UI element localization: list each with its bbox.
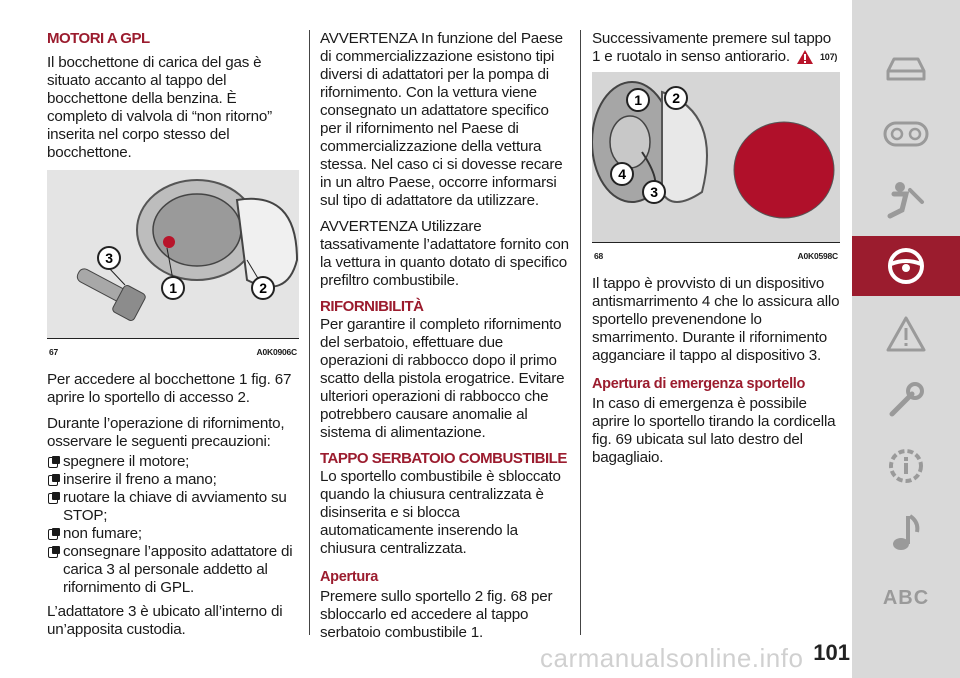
fuel-cap-illustration (592, 72, 840, 242)
figure-68 (592, 72, 840, 265)
callout-2 (665, 87, 687, 109)
sidebar-item-car[interactable] (852, 38, 960, 98)
sidebar-item-warnings[interactable] (852, 304, 960, 364)
chapter-sidebar (852, 0, 960, 678)
sidebar-item-driving[interactable] (852, 236, 960, 296)
section-heading-refuelling: RIFORNIBILITÀ (320, 298, 424, 315)
paragraph: Durante l’operazione di rifornimento, osservare le seguenti precauzioni: (47, 415, 285, 450)
figure-number: 68 (594, 251, 604, 262)
list-item: consegnare l’apposito adattatore di carica 3 al personale addetto al rifornimento di GPL. (47, 543, 299, 597)
seat-safety-icon (886, 180, 926, 220)
wrench-icon (886, 380, 926, 420)
svg-text:4: 4 (618, 166, 626, 183)
figure-code: A0K0906C (256, 347, 297, 357)
subheading-opening: Apertura (320, 569, 379, 585)
section-heading-fuel-cap: TAPPO SERBATOIO COMBUSTIBILE (320, 450, 567, 467)
paragraph: Lo sportello combustibile è sbloccato quando la chiusura centralizzata è disinserita e si blocca automaticamente inserendo la chiusura centralizzata. (320, 468, 561, 557)
car-icon (884, 53, 928, 83)
paragraph: Il tappo è provvisto di un dispositivo antismarrimento 4 che lo assicura allo sportello prevenendone lo smarrimento. Durante il rifornimento agganciare il tappo al dispositivo 3. (592, 275, 840, 365)
page-number: 101 (813, 640, 850, 665)
figure-67 (47, 170, 299, 361)
sidebar-item-multimedia[interactable] (852, 502, 960, 562)
subheading-emergency-opening: Apertura di emergenza sportello (592, 376, 806, 393)
paragraph: Successivamente premere sul tappo 1 e ruotalo in senso antiorario. 107) (592, 30, 838, 66)
sidebar-item-safety[interactable] (852, 170, 960, 230)
figure-number: 67 (49, 347, 59, 357)
paragraph: AVVERTENZA In funzione del Paese di commercializzazione esistono tipi diversi di adattatori per la pompa di rifornimento. Con la vettura viene consegnato un adattatore specifico per il rifornimento nel Paese di commercializzazione della vettura stessa. Nel caso ci si dovesse recare in un altro Paese, occorre informarsi sul tipo di adattatore da utilizzare. (320, 30, 563, 209)
paragraph: L’adattatore 3 è ubicato all’interno di un’apposita custodia. (47, 603, 283, 638)
figure-code: A0K0598C (797, 251, 838, 262)
warning-icon (796, 49, 814, 65)
column-1 (47, 30, 299, 647)
callout-2 (252, 277, 274, 299)
callout-3 (643, 181, 665, 203)
sidebar-item-technical-data[interactable] (852, 436, 960, 496)
sidebar-item-index[interactable] (852, 568, 960, 628)
callout-3 (98, 247, 120, 269)
callout-4 (611, 163, 633, 185)
column-divider (309, 30, 310, 635)
callout-1 (162, 277, 184, 299)
list-item: inserire il freno a mano; (47, 471, 299, 489)
sidebar-item-maintenance[interactable] (852, 370, 960, 430)
list-item: spegnere il motore; (47, 453, 299, 471)
paragraph: Per accedere al bocchettone 1 fig. 67 aprire lo sportello di accesso 2. (47, 371, 292, 406)
paragraph: Per garantire il completo rifornimento del serbatoio, effettuare due operazioni di rabbocco dopo il primo scatto della pistola erogatrice. Evitare ulteriori operazioni di rabbocco che potrebbero causare anomalie al sistema di alimentazione. (320, 316, 565, 441)
section-heading-lpg: MOTORI A GPL (47, 30, 150, 47)
figure-caption (592, 242, 840, 265)
svg-text:2: 2 (672, 90, 680, 107)
svg-text:3: 3 (105, 250, 113, 266)
index-label: ABC (882, 586, 930, 609)
warning-triangle-icon (885, 315, 927, 353)
paragraph: Premere sullo sportello 2 fig. 68 per sbloccarlo ed accedere al tappo serbatoio combustibile 1. (320, 588, 553, 641)
paragraph: In caso di emergenza è possibile aprire lo sportello tirando la cordicella fig. 69 ubicata sul lato destro del bagagliaio. (592, 395, 836, 467)
column-3 (592, 30, 842, 475)
warning-reference: 107) (819, 52, 838, 62)
info-gear-icon (886, 446, 926, 486)
steering-wheel-icon (886, 246, 926, 286)
list-item: non fumare; (47, 525, 299, 543)
paragraph: Il bocchettone di carica del gas è situato accanto al tappo del bocchettone della benzina. È completo di valvola di “non ritorno” inserita nel corpo stesso del bocchettone. (47, 54, 272, 161)
svg-text:1: 1 (169, 280, 177, 296)
figure-caption (47, 338, 299, 361)
music-note-icon (891, 512, 921, 552)
svg-text:3: 3 (650, 184, 658, 201)
svg-text:1: 1 (634, 92, 642, 109)
list-item: ruotare la chiave di avviamento su STOP; (47, 489, 299, 525)
callout-1 (627, 89, 649, 111)
paragraph: AVVERTENZA Utilizzare tassativamente l’adattatore fornito con la vettura in quanto dotato di specifico prefiltro combustibile. (320, 218, 569, 289)
lpg-filler-illustration (47, 170, 299, 338)
precautions-list (47, 453, 299, 597)
column-2 (320, 30, 570, 650)
column-divider (580, 30, 581, 635)
sidebar-item-dashboard[interactable] (852, 104, 960, 164)
watermark: carmanualsonline.info (540, 643, 804, 673)
dashboard-gauges-icon (883, 121, 929, 147)
svg-text:2: 2 (259, 280, 267, 296)
